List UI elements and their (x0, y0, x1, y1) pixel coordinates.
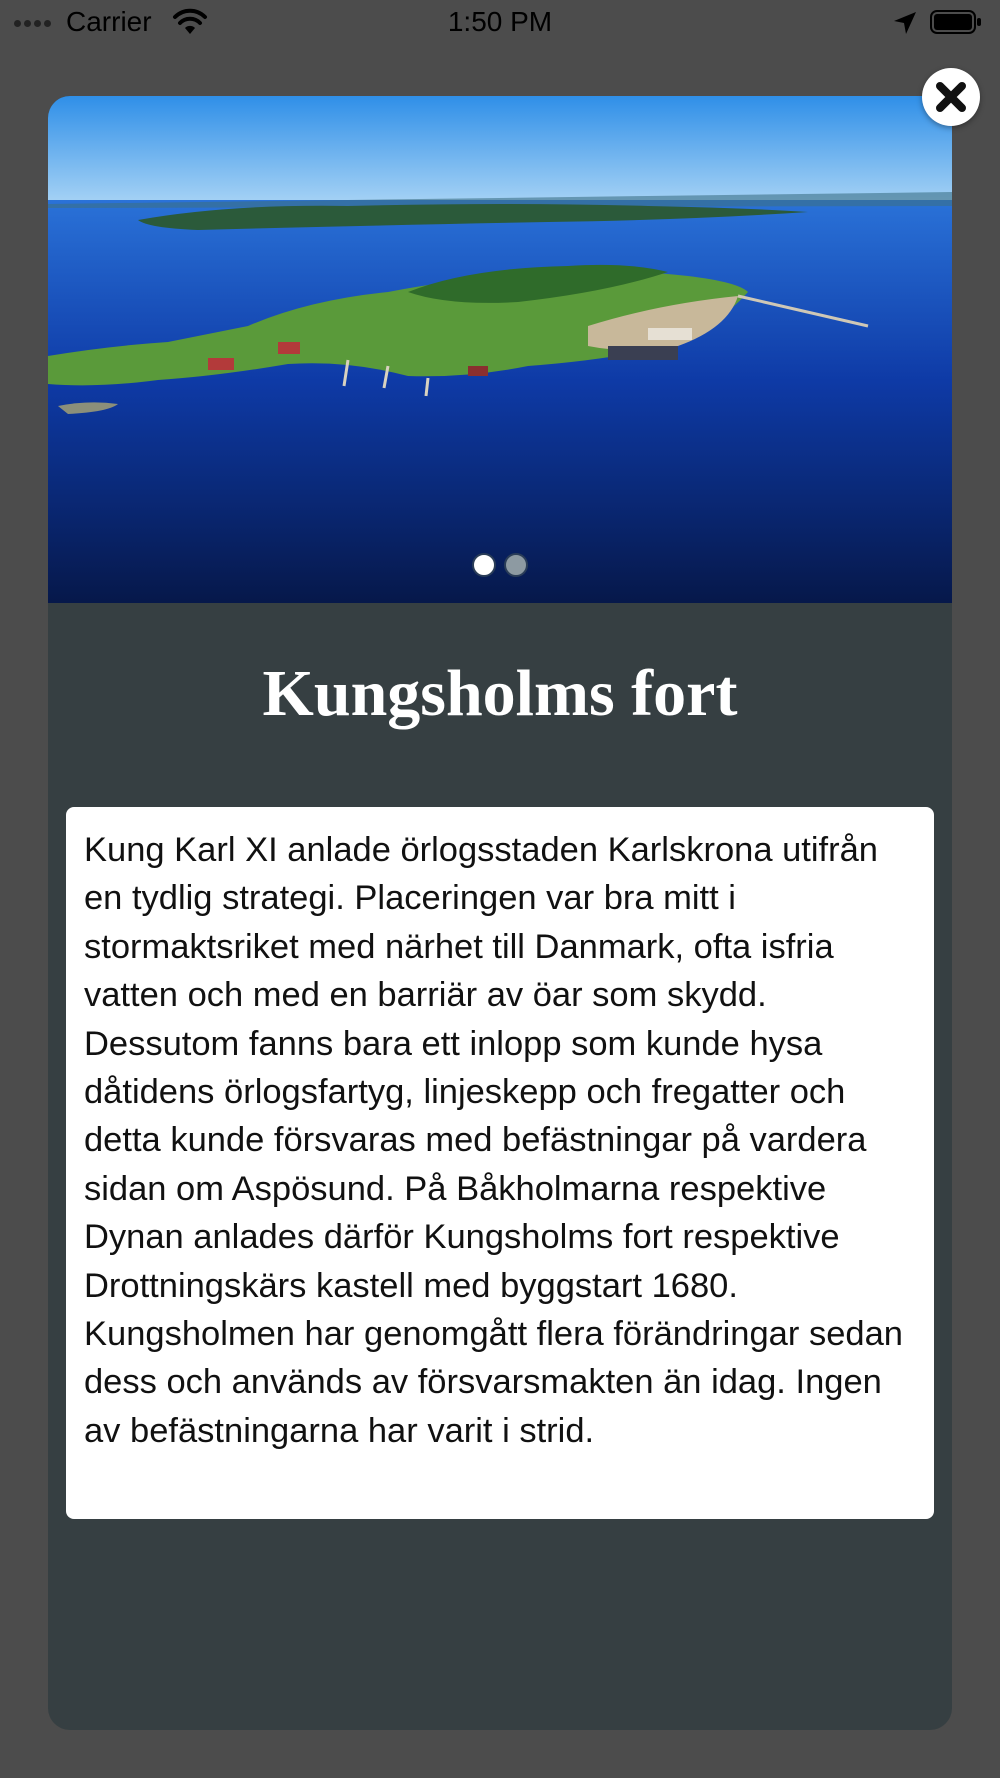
description-text: Kung Karl XI anlade örlogsstaden Karlskrona utifrån en tydlig strategi. Placeringen var bra mitt i stormaktsriket med närhet till Danmark, ofta isfria vatten och med en barriär av öar som skydd. Dessutom fanns bara ett inlopp som kunde hysa dåtidens örlogsfartyg, linjeskepp och fregatter och detta kunde försvaras med befästningar på vardera sidan om Aspösund. På Båkholmarna respektive Dynan anlades därför Kungsholms fort respektive Drottningskärs kastell med byggstart 1680. Kungsholmen har genomgått flera förändringar sedan dess och används av försvarsmakten än idag. Ingen av befästningarna har varit i strid. (84, 831, 903, 1450)
page-indicator[interactable] (48, 553, 952, 577)
location-arrow-icon (892, 10, 918, 36)
page-dot-1[interactable] (472, 553, 496, 577)
page-dot-2[interactable] (504, 553, 528, 577)
close-button[interactable] (922, 68, 980, 126)
photo-gallery[interactable] (48, 96, 952, 603)
close-icon (922, 68, 980, 126)
carrier-label: Carrier (66, 6, 152, 37)
description-box (66, 807, 934, 1519)
status-time: 1:50 PM (447, 6, 553, 37)
place-detail-modal (48, 96, 952, 1730)
battery-icon (930, 10, 982, 34)
aerial-island-fortress-photo (48, 96, 952, 603)
status-bar (0, 0, 1000, 48)
place-title: Kungsholms fort (262, 657, 738, 730)
